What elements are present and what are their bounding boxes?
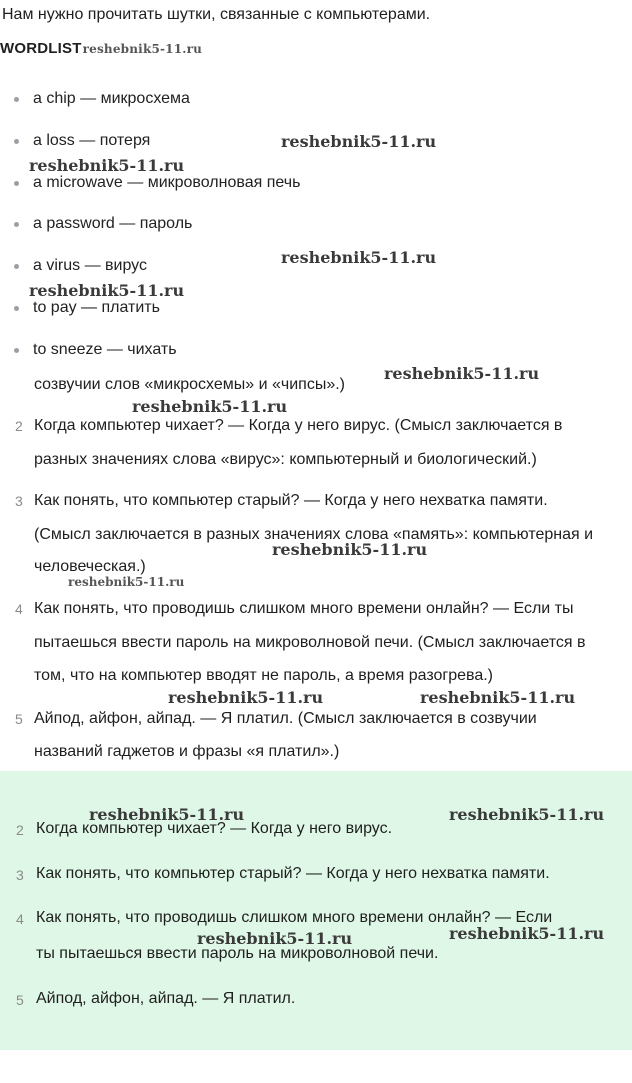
answer-number: 3 xyxy=(16,867,24,883)
watermark: reshebnik5-11.ru xyxy=(420,688,576,707)
explanation-line: том, что на компьютер вводят не пароль, а время разогрева.) xyxy=(34,667,493,684)
answer-number: 2 xyxy=(16,822,24,838)
explanation-line: Как понять, что проводишь слишком много времени онлайн? — Если ты xyxy=(34,600,574,617)
explanation-line: пытаешься ввести пароль на микроволновой печи. (Смысл заключается в xyxy=(34,634,586,651)
answer-line: Айпод, айфон, айпад. — Я платил. xyxy=(36,990,296,1007)
bullet-dot-icon xyxy=(14,139,19,144)
watermark: reshebnik5-11.ru xyxy=(449,924,605,943)
watermark: reshebnik5-11.ru xyxy=(197,929,353,948)
bullet-dot-icon xyxy=(14,306,19,311)
answer-line: Как понять, что компьютер старый? — Когда у него нехватка памяти. xyxy=(36,865,550,882)
answer-line: Когда компьютер чихает? — Когда у него вирус. xyxy=(36,820,393,837)
watermark: reshebnik5-11.ru xyxy=(89,805,245,824)
answer-number: 4 xyxy=(16,911,24,927)
explanation-line: Айпод, айфон, айпад. — Я платил. (Смысл заключается в созвучии xyxy=(34,710,537,727)
watermark: reshebnik5-11.ru xyxy=(384,364,540,383)
watermark: reshebnik5-11.ru xyxy=(82,42,203,56)
watermark: reshebnik5-11.ru xyxy=(281,248,437,267)
explanation-number: 5 xyxy=(15,711,23,727)
answer-line: ты пытаешься ввести пароль на микроволновой печи. xyxy=(36,945,439,962)
word-entry: a virus — вирус xyxy=(33,257,147,274)
watermark: reshebnik5-11.ru xyxy=(132,397,288,416)
word-entry: a password — пароль xyxy=(33,215,193,232)
word-entry: a microwave — микроволновая печь xyxy=(33,174,301,191)
watermark: reshebnik5-11.ru xyxy=(29,281,185,300)
explanation-line: Как понять, что компьютер старый? — Когда у него нехватка памяти. xyxy=(34,492,548,509)
watermark: reshebnik5-11.ru xyxy=(281,132,437,151)
wordlist-heading xyxy=(0,40,202,57)
watermark: reshebnik5-11.ru xyxy=(449,805,605,824)
bullet-dot-icon xyxy=(14,264,19,269)
watermark: reshebnik5-11.ru xyxy=(68,575,185,589)
word-entry: a loss — потеря xyxy=(33,132,151,149)
watermark: reshebnik5-11.ru xyxy=(29,156,185,175)
bullet-dot-icon xyxy=(14,181,19,186)
watermark: reshebnik5-11.ru xyxy=(168,688,324,707)
explanation-number: 3 xyxy=(15,493,23,509)
explanation-line: разных значениях слова «вирус»: компьютерный и биологический.) xyxy=(34,451,537,468)
bullet-dot-icon xyxy=(14,222,19,227)
watermark: reshebnik5-11.ru xyxy=(272,540,428,559)
intro-text: Нам нужно прочитать шутки, связанные с компьютерами. xyxy=(2,6,431,23)
word-entry: to pay — платить xyxy=(33,299,160,316)
explanation-line: названий гаджетов и фразы «я платил».) xyxy=(34,743,340,760)
explanation-number: 2 xyxy=(15,418,23,434)
explanation-1-tail: созвучии слов «микросхемы» и «чипсы».) xyxy=(34,376,345,393)
bullet-dot-icon xyxy=(14,348,19,353)
answer-number: 5 xyxy=(16,992,24,1008)
explanation-line: человеческая.) xyxy=(34,558,146,575)
explanation-number: 4 xyxy=(15,601,23,617)
answer-line: Как понять, что проводишь слишком много времени онлайн? — Если xyxy=(36,909,553,926)
explanation-line: Когда компьютер чихает? — Когда у него вирус. (Смысл заключается в xyxy=(34,417,563,434)
bullet-dot-icon xyxy=(14,97,19,102)
word-entry: a chip — микросхема xyxy=(33,90,190,107)
wordlist-title: WORDLIST xyxy=(0,40,82,57)
explanation-line: (Смысл заключается в разных значениях слова «память»: компьютерная и xyxy=(34,526,594,543)
word-entry: to sneeze — чихать xyxy=(33,341,177,358)
